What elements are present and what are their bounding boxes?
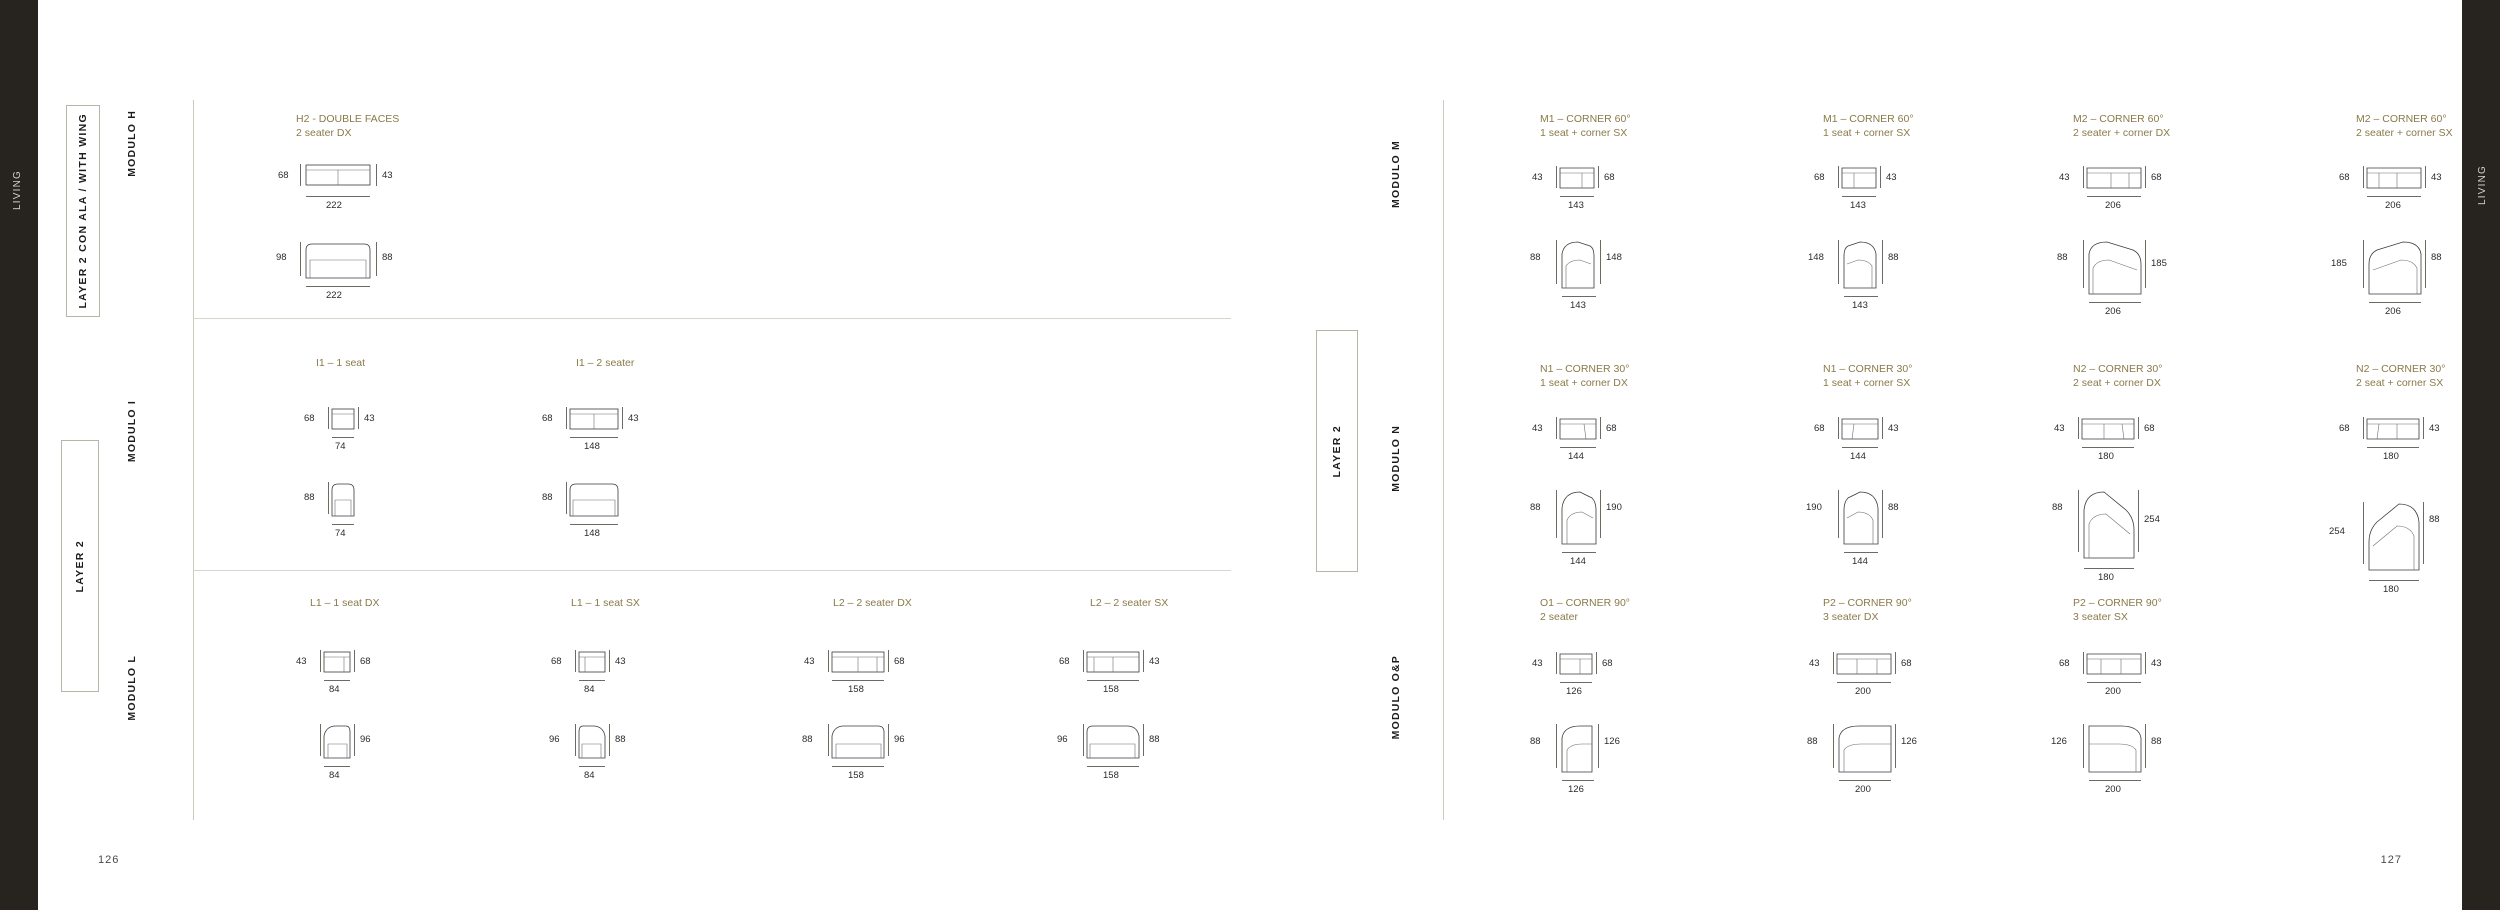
drawing-i1b-front: 88 148 bbox=[566, 480, 622, 518]
drawing-p2dx-top: 43 68 200 bbox=[1833, 650, 1895, 678]
right-edge-bar bbox=[2462, 0, 2500, 910]
sofa-top-n2dx bbox=[2078, 415, 2138, 443]
group-title-i1-2seat: I1 – 2 seater bbox=[576, 357, 635, 369]
drawing-m1sx-top: 68 43 143 bbox=[1838, 164, 1880, 192]
group-title-m1dx: M1 – CORNER 60° 1 seat + corner SX bbox=[1540, 113, 1631, 139]
left-layer-label: LAYER 2 bbox=[74, 539, 86, 593]
drawing-h2-front: 98 88 222 bbox=[300, 240, 376, 280]
group-title-o1: O1 – CORNER 90° 2 seater bbox=[1540, 597, 1630, 623]
sofa-front-l1dx bbox=[320, 722, 354, 760]
drawing-p2sx-top: 68 43 200 bbox=[2083, 650, 2145, 678]
group-title-l1-dx: L1 – 1 seat DX bbox=[310, 597, 380, 609]
drawing-i1a-front: 88 74 bbox=[328, 480, 358, 518]
left-section-label-box bbox=[66, 105, 100, 317]
sofa-top-p2sx bbox=[2083, 650, 2145, 678]
drawing-m1dx-top: 43 68 143 bbox=[1556, 164, 1598, 192]
module-label-i: MODULO I bbox=[126, 400, 138, 463]
drawing-p2sx-front: 126 88 200 bbox=[2083, 722, 2145, 774]
drawing-n1sx-front: 190 88 144 bbox=[1838, 488, 1882, 546]
drawing-n2dx-front: 88 254 180 bbox=[2078, 488, 2138, 560]
sofa-front-l2sx bbox=[1083, 722, 1143, 760]
sofa-corner-n2dx bbox=[2078, 488, 2138, 560]
drawing-n1sx-top: 68 43 144 bbox=[1838, 415, 1882, 443]
group-title-n2dx: N2 – CORNER 30° 2 seat + corner DX bbox=[2073, 363, 2163, 389]
sofa-front-i1a bbox=[328, 480, 358, 518]
group-title-m2dx: M2 – CORNER 60° 2 seater + corner DX bbox=[2073, 113, 2171, 139]
sofa-corner-m2sx bbox=[2363, 238, 2425, 296]
group-title-n1sx: N1 – CORNER 30° 1 seat + corner SX bbox=[1823, 363, 1913, 389]
right-vertical-rule bbox=[1443, 100, 1444, 820]
group-title-n2sx: N2 – CORNER 30° 2 seat + corner SX bbox=[2356, 363, 2446, 389]
left-edge-bar bbox=[0, 0, 38, 910]
sofa-top-m2sx bbox=[2363, 164, 2425, 192]
drawing-l2dx-top: 43 68 158 bbox=[828, 648, 888, 676]
right-edge-label: LIVING bbox=[2477, 165, 2488, 205]
drawing-i1b-top: 68 43 148 bbox=[566, 405, 622, 433]
left-hrule-1 bbox=[193, 318, 1231, 319]
sofa-top-o1 bbox=[1556, 650, 1596, 678]
sofa-front-l2dx bbox=[828, 722, 888, 760]
drawing-m2sx-front: 185 88 206 bbox=[2363, 238, 2425, 296]
drawing-n1dx-front: 88 190 144 bbox=[1556, 488, 1600, 546]
sofa-front-l1sx bbox=[575, 722, 609, 760]
drawing-m1sx-front: 148 88 143 bbox=[1838, 238, 1880, 290]
drawing-l2dx-front: 88 96 158 bbox=[828, 722, 888, 760]
sofa-corner-o1 bbox=[1556, 722, 1596, 774]
drawing-n2sx-front: 254 88 180 bbox=[2363, 500, 2423, 572]
sofa-top-i1a bbox=[328, 405, 358, 433]
right-layer-label: LAYER 2 bbox=[1331, 424, 1343, 478]
sofa-corner-m1dx bbox=[1556, 238, 1598, 290]
sofa-corner-m2dx bbox=[2083, 238, 2145, 296]
catalog-spread bbox=[38, 0, 2462, 910]
group-title-m2sx: M2 – CORNER 60° 2 seater + corner SX bbox=[2356, 113, 2453, 139]
group-title-p2dx: P2 – CORNER 90° 3 seater DX bbox=[1823, 597, 1912, 623]
drawing-l1dx-top: 43 68 84 bbox=[320, 648, 354, 676]
page-number-right: 127 bbox=[2380, 854, 2402, 866]
sofa-top-l1sx bbox=[575, 648, 609, 676]
drawing-m2dx-front: 88 185 206 bbox=[2083, 238, 2145, 296]
left-hrule-2 bbox=[193, 570, 1231, 571]
left-edge-label: LIVING bbox=[12, 170, 23, 210]
group-title-m1sx: M1 – CORNER 60° 1 seat + corner SX bbox=[1823, 113, 1914, 139]
left-layer-box bbox=[61, 440, 99, 692]
drawing-o1-top: 43 68 126 bbox=[1556, 650, 1596, 678]
drawing-l1dx-front: 96 84 bbox=[320, 722, 354, 760]
sofa-top-n1sx bbox=[1838, 415, 1882, 443]
group-title-l2-dx: L2 – 2 seater DX bbox=[833, 597, 912, 609]
drawing-n2sx-top: 68 43 180 bbox=[2363, 415, 2423, 443]
group-title-l1-sx: L1 – 1 seat SX bbox=[571, 597, 640, 609]
sofa-top-h2 bbox=[300, 160, 376, 190]
sofa-front-h2 bbox=[300, 240, 376, 280]
sofa-top-l1dx bbox=[320, 648, 354, 676]
group-title-i1-1seat: I1 – 1 seat bbox=[316, 357, 366, 369]
drawing-m1dx-front: 88 148 143 bbox=[1556, 238, 1598, 290]
sofa-corner-p2sx bbox=[2083, 722, 2145, 774]
group-title-n1dx: N1 – CORNER 30° 1 seat + corner DX bbox=[1540, 363, 1630, 389]
sofa-corner-n1dx bbox=[1556, 488, 1600, 546]
sofa-top-l2dx bbox=[828, 648, 888, 676]
page-number-left: 126 bbox=[98, 854, 120, 866]
drawing-l1sx-top: 68 43 84 bbox=[575, 648, 609, 676]
drawing-n1dx-top: 43 68 144 bbox=[1556, 415, 1600, 443]
sofa-top-n2sx bbox=[2363, 415, 2423, 443]
sofa-corner-p2dx bbox=[1833, 722, 1895, 774]
drawing-l2sx-top: 68 43 158 bbox=[1083, 648, 1143, 676]
module-label-h: MODULO H bbox=[126, 110, 138, 177]
sofa-corner-m1sx bbox=[1838, 238, 1880, 290]
drawing-n2dx-top: 43 68 180 bbox=[2078, 415, 2138, 443]
left-vertical-rule bbox=[193, 100, 194, 820]
drawing-h2-top: 68 43 222 bbox=[300, 160, 376, 190]
drawing-l2sx-front: 96 88 158 bbox=[1083, 722, 1143, 760]
sofa-top-l2sx bbox=[1083, 648, 1143, 676]
group-title-h2: H2 - DOUBLE FACES 2 seater DX bbox=[296, 113, 400, 139]
drawing-m2dx-top: 43 68 206 bbox=[2083, 164, 2145, 192]
sofa-top-m1sx bbox=[1838, 164, 1880, 192]
module-label-op: MODULO O&P bbox=[1390, 655, 1402, 740]
sofa-top-n1dx bbox=[1556, 415, 1600, 443]
sofa-corner-n1sx bbox=[1838, 488, 1882, 546]
module-label-m: MODULO M bbox=[1390, 140, 1402, 208]
module-label-n: MODULO N bbox=[1390, 425, 1402, 492]
sofa-top-p2dx bbox=[1833, 650, 1895, 678]
right-layer-box bbox=[1316, 330, 1358, 572]
drawing-l1sx-front: 96 88 84 bbox=[575, 722, 609, 760]
group-title-p2sx: P2 – CORNER 90° 3 seater SX bbox=[2073, 597, 2162, 623]
drawing-m2sx-top: 68 43 206 bbox=[2363, 164, 2425, 192]
sofa-corner-n2sx bbox=[2363, 500, 2423, 572]
module-label-l: MODULO L bbox=[126, 655, 138, 721]
drawing-i1a-top: 68 43 74 bbox=[328, 405, 358, 433]
sofa-top-m1dx bbox=[1556, 164, 1598, 192]
group-title-l2-sx: L2 – 2 seater SX bbox=[1090, 597, 1169, 609]
left-section-label: LAYER 2 CON ALA / WITH WING bbox=[77, 113, 89, 309]
drawing-p2dx-front: 88 126 200 bbox=[1833, 722, 1895, 774]
sofa-top-i1b bbox=[566, 405, 622, 433]
drawing-o1-front: 88 126 126 bbox=[1556, 722, 1596, 774]
sofa-front-i1b bbox=[566, 480, 622, 518]
sofa-top-m2dx bbox=[2083, 164, 2145, 192]
